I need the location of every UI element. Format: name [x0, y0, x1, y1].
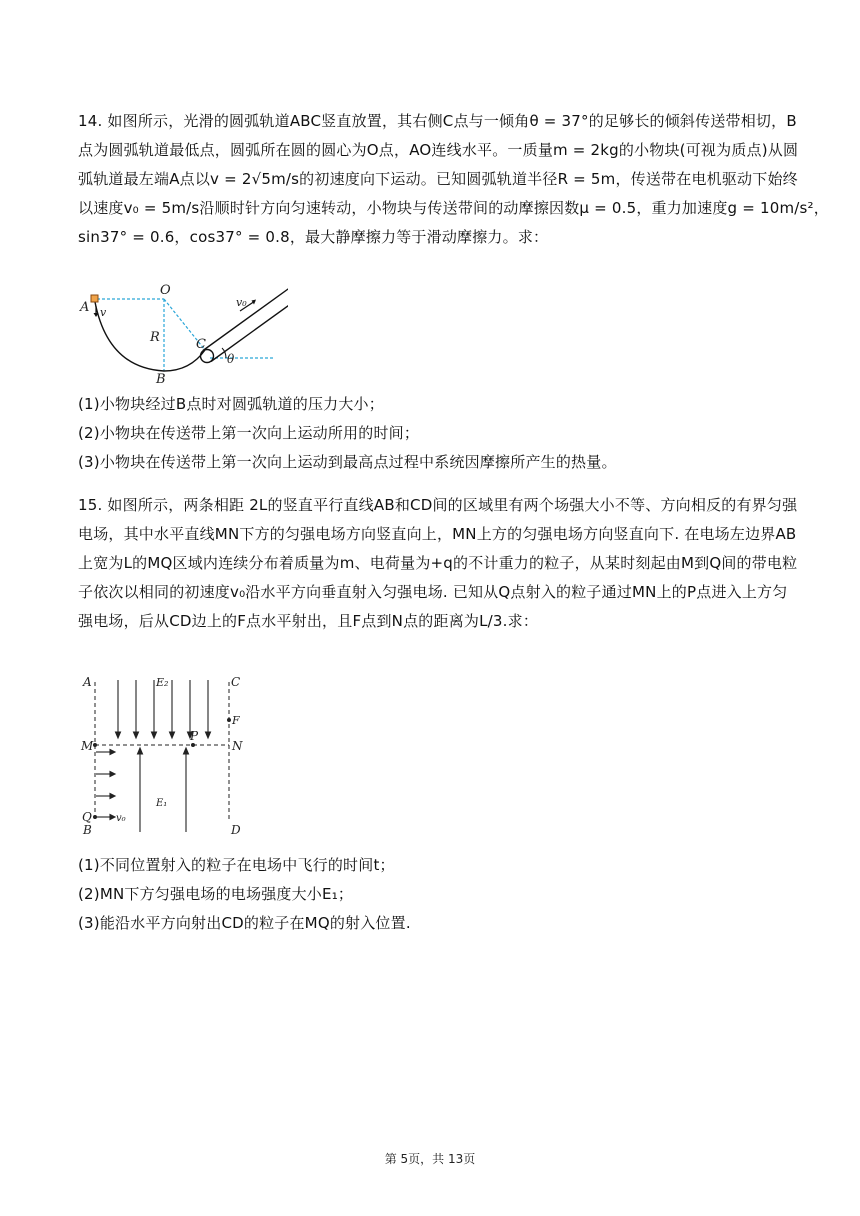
q15-fig-label-N: N: [232, 739, 243, 753]
q14-figure: [78, 278, 288, 388]
q14-fig-label-C: C: [196, 337, 206, 352]
q14-fig-label-R: R: [150, 330, 160, 345]
q14-fig-label-v: v: [100, 306, 107, 319]
q14-question-1: (1)小物块经过B点时对圆弧轨道的压力大小；: [78, 395, 384, 413]
page-footer: 第 5页，共 13页: [384, 1152, 476, 1166]
q15-fig-label-D: D: [231, 823, 241, 837]
q15-fig-label-F: F: [232, 714, 240, 727]
q15-fig-label-M: M: [81, 739, 94, 753]
q14-line-5: sin37° = 0.6，cos37° = 0.8，最大静摩擦力等于滑动摩擦力。求：: [78, 228, 549, 246]
q15-question-1: (1)不同位置射入的粒子在电场中飞行的时间t；: [78, 856, 395, 874]
q14-fig-label-O: O: [160, 283, 171, 298]
q15-fig-label-B: B: [83, 823, 92, 837]
q15-line-3: 上宽为L的MQ区域内连续分布着质量为m、电荷量为+q的不计重力的粒子，从某时刻起由M到Q间的带电粒: [78, 554, 798, 572]
q14-question-3: (3)小物块在传送带上第一次向上运动到最高点过程中系统因摩擦所产生的热量。: [78, 453, 617, 471]
q15-line-5: 强电场，后从CD边上的F点水平射出，且F点到N点的距离为L/3.求：: [78, 612, 539, 630]
q15-line-1: 15. 如图所示，两条相距 2L的竖直平行直线AB和CD间的区域里有两个场强大小不等、方向相反的有界匀强: [78, 496, 798, 514]
q15-line-2: 电场，其中水平直线MN下方的匀强电场方向竖直向上，MN上方的匀强电场方向竖直向下. 在电场左边界AB: [78, 525, 797, 543]
q15-question-3: (3)能沿水平方向射出CD的粒子在MQ的射入位置.: [78, 914, 411, 932]
q14-line-1: 14. 如图所示，光滑的圆弧轨道ABC竖直放置，其右侧C点与一倾角θ = 37°的足够长的倾斜传送带相切，B: [78, 112, 797, 130]
q14-line-3: 弧轨道最左端A点以v = 2√5m/s的初速度向下运动。已知圆弧轨道半径R = 5m，传送带在电机驱动下始终: [78, 170, 798, 188]
q15-fig-label-E2: E₂: [156, 676, 169, 689]
q15-fig-label-A: A: [83, 675, 92, 689]
q15-fig-label-v0: v₀: [116, 813, 126, 824]
q15-fig-label-Q: Q: [82, 810, 92, 824]
q15-question-2: (2)MN下方匀强电场的电场强度大小E₁；: [78, 885, 354, 903]
q14-fig-label-B: B: [156, 372, 166, 387]
q15-fig-label-E1: E₁: [156, 798, 168, 809]
q15-stem: [78, 491, 798, 636]
q14-fig-label-theta: θ: [227, 352, 235, 366]
q14-fig-label-v0: v₀: [236, 296, 247, 309]
q15-line-4: 子依次以相同的初速度v₀沿水平方向垂直射入匀强电场. 已知从Q点射入的粒子通过MN上的P点进入上方匀: [78, 583, 788, 601]
q14-fig-label-A: A: [80, 300, 90, 315]
q15-questions: [78, 851, 786, 938]
q14-questions: [78, 390, 786, 477]
q14-line-2: 点为圆弧轨道最低点，圆弧所在圆的圆心为O点，AO连线水平。一质量m = 2kg的小物块(可视为质点)从圆: [78, 141, 799, 159]
q15-figure: [78, 672, 248, 842]
q15-fig-label-C: C: [231, 675, 241, 689]
q14-stem: [78, 107, 829, 252]
q14-line-4: 以速度v₀ = 5m/s沿顺时针方向匀速转动，小物块与传送带间的动摩擦因数μ = 0.5，重力加速度g = 10m/s²，: [78, 199, 829, 217]
q14-question-2: (2)小物块在传送带上第一次向上运动所用的时间；: [78, 424, 420, 442]
q15-fig-label-P: P: [190, 729, 199, 743]
